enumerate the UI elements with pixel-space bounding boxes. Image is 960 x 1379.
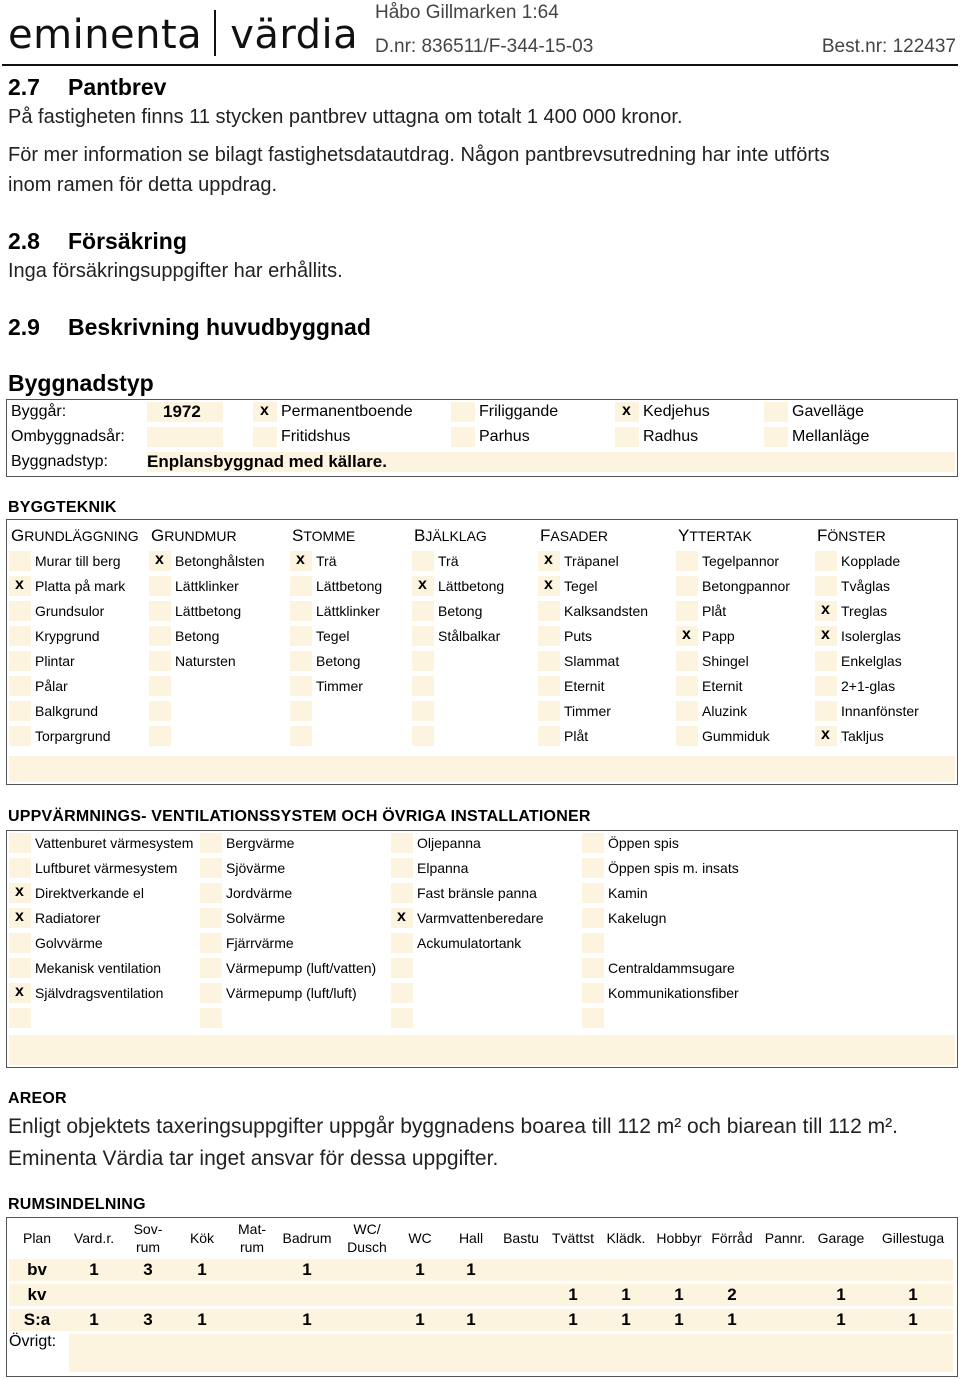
checkbox-mark: x [15, 883, 24, 900]
table-cell: 1 [302, 1260, 312, 1279]
checkbox-enkelglas[interactable] [815, 651, 837, 671]
option-label: Golvvärme [35, 935, 103, 951]
option-label: Eternit [702, 678, 743, 694]
checkbox-empty[interactable] [412, 676, 434, 696]
checkbox-kopplade[interactable] [815, 551, 837, 571]
ombyggnad-label: Ombyggnadsår: [11, 428, 125, 445]
table-cell: 1 [197, 1260, 207, 1279]
option-label: Träpanel [564, 553, 619, 569]
checkbox-tegelpannor[interactable] [676, 551, 698, 571]
checkbox-oppen-spis-m-insats[interactable] [582, 858, 604, 878]
checkbox-shingel[interactable] [676, 651, 698, 671]
checkbox-sjovarme[interactable] [200, 858, 222, 878]
checkbox-mark: x [821, 601, 830, 618]
checkbox-plat[interactable] [676, 601, 698, 621]
option-label: Murar till berg [35, 553, 121, 569]
checkbox-bergvarme[interactable] [200, 833, 222, 853]
checkbox-empty[interactable] [391, 983, 413, 1003]
checkbox-kamin[interactable] [582, 883, 604, 903]
option-label: Lättklinker [175, 578, 239, 594]
option-label: Mellanläge [792, 428, 870, 445]
byggteknik-box [6, 519, 958, 785]
option-label: Lättbetong [438, 578, 505, 594]
checkbox-empty[interactable] [412, 726, 434, 746]
option-label: Stålbalkar [438, 628, 501, 644]
checkbox-mark: x [397, 908, 406, 925]
checkbox-elpanna[interactable] [391, 858, 413, 878]
checkbox-luftburet-varmesystem[interactable] [9, 858, 31, 878]
checkbox-mark: x [296, 551, 305, 568]
column-header: Plan [22, 1230, 52, 1246]
rumsindelning-box [6, 1217, 958, 1377]
areor-paragraph-1: Enligt objektets taxeringsuppgifter uppgår byggnadens boarea till 112 m² och biarean till 112 m². [8, 1115, 898, 1138]
option-label: Puts [564, 628, 593, 644]
option-label: Aluzink [702, 703, 748, 719]
column-title-grundlaggning: GRUNDLÄGGNING [11, 526, 139, 545]
pantbrev-paragraph-2: För mer information se bilagt fastighetsdatautdrag. Någon pantbrevsutredning har inte utförts [8, 144, 830, 166]
option-label: Tegel [564, 578, 598, 594]
section-title: Beskrivning huvudbyggnad [68, 314, 371, 340]
checkbox-oljepanna[interactable] [391, 833, 413, 853]
table-cell: 1 [466, 1260, 476, 1279]
option-label: Tegel [316, 628, 350, 644]
pantbrev-paragraph-3: inom ramen för detta uppdrag. [8, 174, 278, 196]
checkbox-kalksandsten[interactable] [538, 601, 560, 621]
checkbox-stalbalkar[interactable] [412, 626, 434, 646]
checkbox-slammat[interactable] [538, 651, 560, 671]
checkbox-mark: x [155, 551, 164, 568]
order-number: Best.nr: 122437 [821, 36, 956, 57]
checkbox-golvvarme[interactable] [9, 933, 31, 953]
option-label: Värmepump (luft/luft) [226, 985, 357, 1001]
table-cell: 1 [621, 1310, 631, 1329]
option-label: Lättbetong [175, 603, 242, 619]
option-label: Slammat [564, 653, 620, 669]
table-cell: 1 [89, 1310, 99, 1329]
checkbox-empty[interactable] [582, 933, 604, 953]
forsakring-paragraph: Inga försäkringsuppgifter har erhållits. [8, 260, 343, 282]
section-number: 2.8 [8, 228, 40, 254]
section-heading-pantbrev [8, 74, 166, 101]
checkbox-empty[interactable] [391, 1008, 413, 1028]
option-label: Tegelpannor [702, 553, 780, 569]
table-cell: bv [27, 1260, 47, 1279]
checkbox-kommunikationsfiber[interactable] [582, 983, 604, 1003]
checkbox-fjarrvarme[interactable] [200, 933, 222, 953]
option-label: Betonghålsten [175, 553, 265, 569]
checkbox-radhus[interactable] [615, 427, 639, 447]
checkbox-puts[interactable] [538, 626, 560, 646]
option-label: Elpanna [417, 860, 469, 876]
checkbox-mark: x [821, 726, 830, 743]
checkbox-lattklinker[interactable] [149, 576, 171, 596]
byggnadstyp-value: Enplansbyggnad med källare. [147, 452, 387, 471]
checkbox-oppen-spis[interactable] [582, 833, 604, 853]
option-label: Kedjehus [643, 403, 710, 420]
option-label: Gavelläge [792, 403, 865, 420]
option-label: Mekanisk ventilation [35, 960, 162, 976]
checkbox-solvarme[interactable] [200, 908, 222, 928]
column-header: Klädk. [606, 1230, 646, 1246]
checkbox-mark: x [15, 576, 24, 593]
option-label: Radiatorer [35, 910, 101, 926]
column-header: Tvättst [551, 1230, 594, 1246]
checkbox-mark: x [544, 551, 553, 568]
logo-text-left: eminenta [8, 12, 203, 58]
diary-number: D.nr: 836511/F-344-15-03 [375, 36, 594, 57]
option-label: Betong [438, 603, 483, 619]
byggnadstyp-heading: Byggnadstyp [8, 370, 154, 396]
option-label: Grundsulor [35, 603, 105, 619]
option-label: Öppen spis m. insats [608, 860, 739, 876]
checkbox-palar[interactable] [9, 676, 31, 696]
option-label: Oljepanna [417, 835, 481, 851]
option-label: Torpargrund [35, 728, 111, 744]
checkbox-empty[interactable] [391, 958, 413, 978]
option-label: Permanentboende [281, 403, 413, 420]
option-label: Takljus [841, 728, 884, 744]
checkbox-varmepump-luft-vatten[interactable] [200, 958, 222, 978]
checkbox-mark: x [15, 983, 24, 1000]
column-header: WC [408, 1230, 432, 1246]
checkbox-fast-bransle-panna[interactable] [391, 883, 413, 903]
option-label: Fritidshus [281, 428, 351, 445]
section-title: Pantbrev [68, 74, 167, 100]
option-label: Betongpannor [702, 578, 790, 594]
table-cell: 1 [89, 1260, 99, 1279]
option-label: Ackumulatortank [417, 935, 522, 951]
option-label: Timmer [564, 703, 611, 719]
column-title-bjalklag: BJÄLKLAG [414, 526, 487, 545]
checkbox-empty[interactable] [149, 701, 171, 721]
table-cell: 1 [674, 1285, 684, 1304]
column-header: Bastu [503, 1230, 539, 1246]
table-cell: 1 [908, 1285, 918, 1304]
checkbox-innanfonster[interactable] [815, 701, 837, 721]
uppvarmning-notes-field[interactable] [9, 1035, 955, 1065]
option-label: Kommunikationsfiber [608, 985, 739, 1001]
option-label: Lättklinker [316, 603, 380, 619]
option-label: Betong [175, 628, 220, 644]
checkbox-gummiduk[interactable] [676, 726, 698, 746]
uppvarmning-box [6, 830, 958, 1068]
option-label: Innanfönster [841, 703, 919, 719]
checkbox-lattbetong[interactable] [149, 601, 171, 621]
column-title-fasader: FASADER [540, 526, 608, 545]
byggnadstyp-box [6, 399, 958, 477]
checkbox-timmer[interactable] [538, 701, 560, 721]
checkbox-tvaglas[interactable] [815, 576, 837, 596]
checkbox-lattklinker[interactable] [290, 601, 312, 621]
table-cell: 1 [674, 1310, 684, 1329]
option-label: Timmer [316, 678, 363, 694]
option-label: Kakelugn [608, 910, 667, 926]
checkbox-plat[interactable] [538, 726, 560, 746]
column-header: Gillestuga [881, 1230, 945, 1246]
ovrigt-label: Övrigt: [9, 1333, 57, 1350]
option-label: Gummiduk [702, 728, 770, 744]
areor-heading: AREOR [8, 1090, 67, 1107]
table-row [9, 1284, 953, 1306]
checkbox-betong[interactable] [149, 626, 171, 646]
table-cell: 1 [415, 1260, 425, 1279]
checkbox-empty[interactable] [149, 676, 171, 696]
column-header: Sov- rum [133, 1221, 163, 1255]
option-label: Tvåglas [841, 578, 891, 594]
option-label: Öppen spis [608, 835, 679, 851]
checkbox-mark: x [260, 402, 269, 419]
checkbox-betongpannor[interactable] [676, 576, 698, 596]
byggteknik-heading: BYGGTEKNIK [8, 499, 117, 516]
checkbox-gavellage[interactable] [764, 402, 788, 422]
option-label: Eternit [564, 678, 605, 694]
checkbox-empty[interactable] [412, 701, 434, 721]
checkbox-mellanlage[interactable] [764, 427, 788, 447]
option-label: Betong [316, 653, 361, 669]
checkbox-natursten[interactable] [149, 651, 171, 671]
column-header: Mat- rum [238, 1221, 266, 1255]
table-cell: S:a [23, 1310, 51, 1329]
company-logo [8, 10, 358, 58]
uppvarmning-heading: UPPVÄRMNINGS- VENTILATIONSSYSTEM OCH ÖVRIGA INSTALLATIONER [8, 808, 591, 825]
column-title-grundmur: GRUNDMUR [151, 526, 237, 545]
header-divider [2, 64, 958, 66]
table-cell: 1 [908, 1310, 918, 1329]
checkbox-mark: x [418, 576, 427, 593]
option-label: Isolerglas [841, 628, 901, 644]
checkbox-eternit[interactable] [676, 676, 698, 696]
byggar-value: 1972 [163, 402, 201, 421]
option-label: Vattenburet värmesystem [35, 835, 194, 851]
table-cell: 1 [568, 1310, 578, 1329]
checkbox-timmer[interactable] [290, 676, 312, 696]
option-label: Självdragsventilation [35, 985, 164, 1001]
table-cell: 1 [302, 1310, 312, 1329]
checkbox-friliggande[interactable] [451, 402, 475, 422]
checkbox-mark: x [821, 626, 830, 643]
column-header: Badrum [282, 1230, 332, 1246]
table-cell: 1 [415, 1310, 425, 1329]
checkbox-vattenburet-varmesystem[interactable] [9, 833, 31, 853]
checkbox-mark: x [682, 626, 691, 643]
table-cell: 3 [143, 1260, 153, 1279]
checkbox-mark: x [622, 402, 631, 419]
option-label: Centraldammsugare [608, 960, 735, 976]
option-label: Plintar [35, 653, 75, 669]
column-title-fonster: FÖNSTER [817, 526, 886, 545]
pantbrev-paragraph-1: På fastigheten finns 11 stycken pantbrev uttagna om totalt 1 400 000 kronor. [8, 106, 683, 128]
option-label: Enkelglas [841, 653, 902, 669]
table-cell: 1 [197, 1310, 207, 1329]
byggnadstyp-label: Byggnadstyp: [11, 453, 108, 470]
column-header: Hall [458, 1230, 484, 1246]
column-header: Pannr. [764, 1230, 806, 1246]
option-label: Parhus [479, 428, 530, 445]
option-label: Luftburet värmesystem [35, 860, 178, 876]
checkbox-lattbetong[interactable] [290, 576, 312, 596]
checkbox-varmepump-luft-luft[interactable] [200, 983, 222, 1003]
checkbox-tegel[interactable] [290, 626, 312, 646]
option-label: Jordvärme [226, 885, 293, 901]
checkbox-mekanisk-ventilation[interactable] [9, 958, 31, 978]
checkbox-empty[interactable] [290, 701, 312, 721]
rumsindelning-heading: RUMSINDELNING [8, 1196, 146, 1213]
checkbox-plintar[interactable] [9, 651, 31, 671]
checkbox-empty[interactable] [290, 726, 312, 746]
section-number: 2.7 [8, 74, 40, 100]
option-label: Papp [702, 628, 735, 644]
ovrigt-field[interactable] [69, 1334, 953, 1372]
checkbox-fritidshus[interactable] [253, 427, 277, 447]
checkbox-empty[interactable] [149, 726, 171, 746]
table-cell: 2 [727, 1285, 737, 1304]
checkbox-torpargrund[interactable] [9, 726, 31, 746]
option-label: 2+1-glas [841, 678, 896, 694]
checkbox-empty[interactable] [200, 1008, 222, 1028]
table-cell: kv [27, 1285, 47, 1304]
checkbox-centraldammsugare[interactable] [582, 958, 604, 978]
column-header: Garage [817, 1230, 865, 1246]
option-label: Radhus [643, 428, 699, 445]
checkbox-empty[interactable] [412, 651, 434, 671]
byggar-label: Byggår: [11, 403, 67, 420]
column-header: Hobbyr [656, 1230, 702, 1246]
option-label: Kamin [608, 885, 648, 901]
table-cell: 1 [466, 1310, 476, 1329]
checkbox-2-1-glas[interactable] [815, 676, 837, 696]
checkbox-mark: x [15, 908, 24, 925]
option-label: Balkgrund [35, 703, 99, 719]
checkbox-eternit[interactable] [538, 676, 560, 696]
option-label: Kalksandsten [564, 603, 649, 619]
section-number: 2.9 [8, 314, 40, 340]
column-title-yttertak: YTTERTAK [678, 526, 752, 545]
option-label: Plåt [564, 728, 589, 744]
byggteknik-notes-field[interactable] [9, 756, 955, 782]
option-label: Lättbetong [316, 578, 383, 594]
table-cell: 3 [143, 1310, 153, 1329]
section-title: Försäkring [68, 228, 187, 254]
checkbox-ackumulatortank[interactable] [391, 933, 413, 953]
option-label: Direktverkande el [35, 885, 144, 901]
column-header: Vard.r. [73, 1230, 115, 1246]
option-label: Solvärme [226, 910, 286, 926]
checkbox-parhus[interactable] [451, 427, 475, 447]
logo-divider [214, 10, 216, 56]
option-label: Värmepump (luft/vatten) [226, 960, 377, 976]
checkbox-mark: x [544, 576, 553, 593]
checkbox-betong[interactable] [412, 601, 434, 621]
option-label: Shingel [702, 653, 749, 669]
ombyggnad-field[interactable] [147, 427, 223, 447]
checkbox-aluzink[interactable] [676, 701, 698, 721]
table-cell: 1 [621, 1285, 631, 1304]
option-label: Treglas [841, 603, 888, 619]
checkbox-grundsulor[interactable] [9, 601, 31, 621]
option-label: Friliggande [479, 403, 559, 420]
section-heading-forsakring [8, 228, 187, 255]
column-title-stomme: STOMME [292, 526, 356, 545]
option-label: Fjärrvärme [226, 935, 294, 951]
checkbox-murar-till-berg[interactable] [9, 551, 31, 571]
option-label: Trä [316, 553, 337, 569]
checkbox-empty[interactable] [582, 1008, 604, 1028]
checkbox-betong[interactable] [290, 651, 312, 671]
table-cell: 1 [836, 1310, 846, 1329]
table-cell: 1 [836, 1285, 846, 1304]
section-heading-beskrivning [8, 314, 371, 341]
areor-paragraph-2: Eminenta Värdia tar inget ansvar för dessa uppgifter. [8, 1147, 499, 1170]
table-cell: 1 [727, 1310, 737, 1329]
option-label: Fast bränsle panna [417, 885, 537, 901]
option-label: Bergvärme [226, 835, 295, 851]
option-label: Natursten [175, 653, 236, 669]
column-header: Kök [189, 1230, 215, 1246]
option-label: Kopplade [841, 553, 901, 569]
checkbox-balkgrund[interactable] [9, 701, 31, 721]
checkbox-jordvarme[interactable] [200, 883, 222, 903]
logo-text-right: värdia [230, 12, 359, 58]
option-label: Krypgrund [35, 628, 100, 644]
checkbox-tra[interactable] [412, 551, 434, 571]
option-label: Trä [438, 553, 459, 569]
column-header: Förråd [711, 1230, 753, 1246]
property-title: Håbo Gillmarken 1:64 [375, 2, 559, 23]
option-label: Varmvattenberedare [417, 910, 544, 926]
checkbox-kakelugn[interactable] [582, 908, 604, 928]
option-label: Platta på mark [35, 578, 126, 594]
option-label: Pålar [35, 678, 68, 694]
column-header: WC/ Dusch [347, 1221, 387, 1255]
option-label: Plåt [702, 603, 727, 619]
checkbox-empty[interactable] [9, 1008, 31, 1028]
table-cell: 1 [568, 1285, 578, 1304]
option-label: Sjövärme [226, 860, 286, 876]
checkbox-krypgrund[interactable] [9, 626, 31, 646]
